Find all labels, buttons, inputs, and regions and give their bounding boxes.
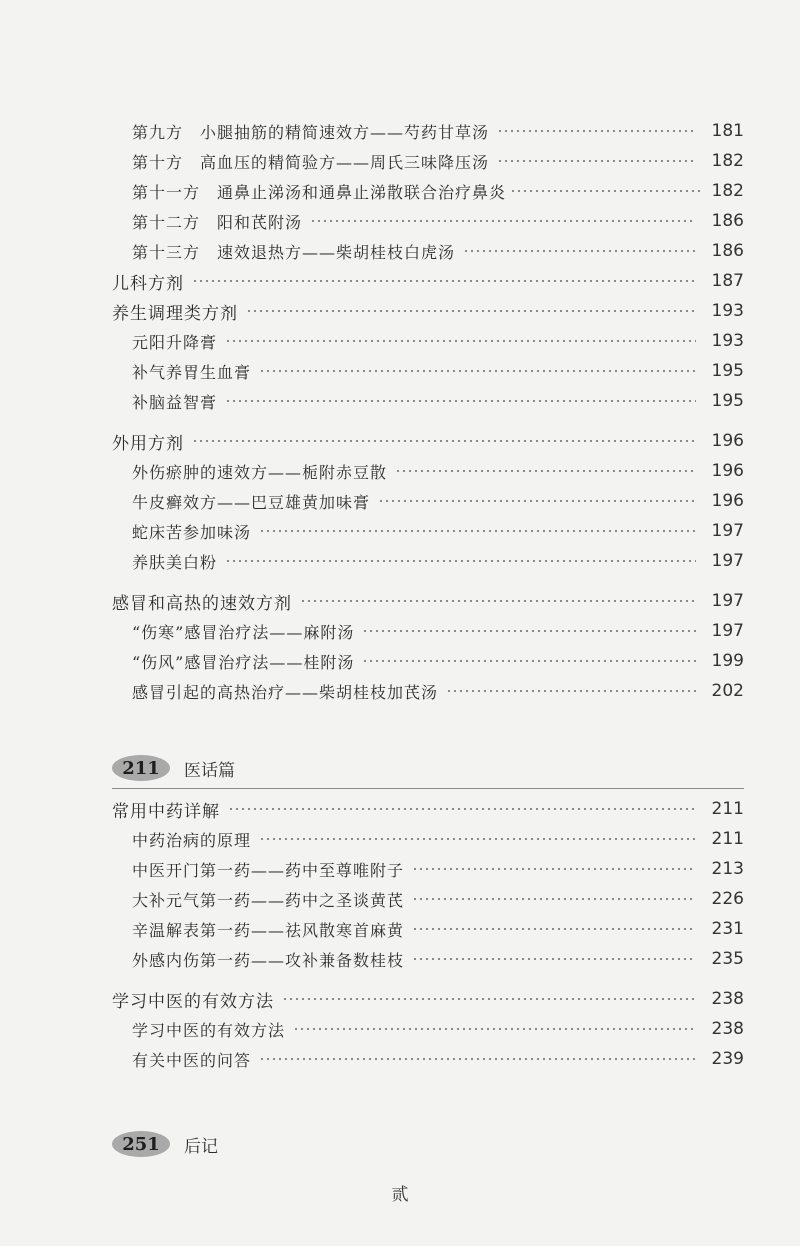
toc-entry-title: 感冒引起的高热治疗——柴胡桂枝加芪汤 [132,682,439,702]
toc-entry[interactable] [132,146,744,176]
toc-entry[interactable] [132,1044,744,1074]
toc-entry-page: 211 [711,799,744,819]
toc-entry[interactable] [132,456,744,486]
leader-dots [497,160,696,162]
leader-dots [259,530,696,532]
page-number: 贰 [391,1185,409,1205]
toc-entry-page: 226 [711,889,744,909]
toc-entry[interactable] [132,486,744,516]
section-title: 后记 [184,1136,218,1157]
toc-entry[interactable] [132,824,744,854]
toc-entry[interactable] [132,616,744,646]
toc-entry-title: 第十方 高血压的精简验方——周氏三味降压汤 [132,152,490,172]
toc-entry-title: 补脑益智膏 [132,392,218,412]
leader-dots [300,600,696,602]
toc-entry-title: 第十二方 阳和芪附汤 [132,212,303,232]
toc-entry[interactable] [132,884,744,914]
toc-entry[interactable] [112,296,744,326]
toc-entry-title: 学习中医的有效方法 [112,991,274,1012]
leader-dots [259,1058,696,1060]
toc-entry[interactable] [132,356,744,386]
toc-entry-title: 第十三方 速效退热方——柴胡桂枝白虎汤 [132,242,456,262]
section-header[interactable] [112,1128,218,1160]
leader-dots [510,190,700,192]
toc-entry-title: 补气养胃生血膏 [132,362,252,382]
section-number-badge: 211 [112,755,170,781]
toc-entry-page: 196 [711,431,744,451]
toc-entry-title: 辛温解表第一药——祛风散寒首麻黄 [132,920,405,940]
leader-dots [395,470,696,472]
leader-dots [246,310,696,312]
leader-dots [259,838,696,840]
toc-entry-title: 学习中医的有效方法 [132,1020,286,1040]
section-number-badge: 251 [112,1131,170,1157]
toc-entry-page: 235 [711,949,744,969]
leader-dots [362,660,696,662]
toc-entry[interactable] [132,854,744,884]
toc-entry-page: 231 [711,919,744,939]
toc-entry-title: 养生调理类方剂 [112,303,238,324]
toc-entry-page: 197 [711,551,744,571]
toc-entry-page: 186 [711,211,744,231]
toc-entry[interactable] [112,266,744,296]
toc-entry-page: 193 [711,301,744,321]
toc-entry[interactable] [132,944,744,974]
section-title: 医话篇 [184,760,235,781]
toc-entry-page: 202 [711,681,744,701]
leader-dots [259,370,696,372]
toc-entry-page: 238 [711,1019,744,1039]
toc-entry-title: “伤寒”感冒治疗法——麻附汤 [132,622,355,642]
toc-entry-title: 儿科方剂 [112,273,184,294]
toc-entry[interactable] [132,1014,744,1044]
toc-entry[interactable] [132,326,744,356]
leader-dots [362,630,696,632]
toc-entry[interactable] [132,116,744,146]
toc-entry-page: 193 [711,331,744,351]
toc-entry-page: 211 [711,829,744,849]
leader-dots [228,808,696,810]
toc-entry-page: 187 [711,271,744,291]
toc-entry-page: 182 [711,181,744,201]
leader-dots [497,130,696,132]
toc-entry-title: “伤风”感冒治疗法——桂附汤 [132,652,355,672]
leader-dots [282,998,696,1000]
leader-dots [192,280,696,282]
toc-entry-page: 197 [711,591,744,611]
toc-entry-title: 常用中药详解 [112,801,220,822]
toc-entry-page: 196 [711,491,744,511]
leader-dots [225,400,696,402]
toc-entry-title: 感冒和高热的速效方剂 [112,593,292,614]
toc-entry-title: 牛皮癣效方——巴豆雄黄加味膏 [132,492,371,512]
toc-entry-page: 199 [711,651,744,671]
leader-dots [446,690,696,692]
toc-entry-page: 195 [711,361,744,381]
toc-entry-title: 大补元气第一药——药中之圣谈黄芪 [132,890,405,910]
toc-entry-title: 第九方 小腿抽筋的精简速效方——芍药甘草汤 [132,122,490,142]
toc-entry[interactable] [132,914,744,944]
toc-entry[interactable] [132,546,744,576]
section-header[interactable] [112,752,235,784]
leader-dots [463,250,696,252]
leader-dots [412,958,696,960]
leader-dots [412,898,696,900]
toc-entry-page: 182 [711,151,744,171]
toc-entry[interactable] [132,516,744,546]
toc-entry-title: 中药治病的原理 [132,830,252,850]
leader-dots [192,440,696,442]
toc-entry-title: 外感内伤第一药——攻补兼备数桂枝 [132,950,405,970]
toc-entry-title: 元阳升降膏 [132,332,218,352]
toc-entry[interactable] [132,206,744,236]
toc-entry-page: 181 [711,121,744,141]
toc-entry[interactable] [112,426,744,456]
toc-entry[interactable] [112,984,744,1014]
toc-entry[interactable] [112,794,744,824]
toc-entry-title: 蛇床苦参加味汤 [132,522,252,542]
toc-entry-page: 195 [711,391,744,411]
toc-entry-title: 外用方剂 [112,433,184,454]
toc-entry[interactable] [132,646,744,676]
section-divider [112,788,744,789]
toc-entry-title: 有关中医的问答 [132,1050,252,1070]
toc-entry-page: 213 [711,859,744,879]
leader-dots [412,868,696,870]
toc-entry[interactable] [112,586,744,616]
leader-dots [225,560,696,562]
toc-entry[interactable] [132,386,744,416]
toc-entry[interactable] [132,236,744,266]
toc-entry-page: 197 [711,621,744,641]
leader-dots [293,1028,696,1030]
toc-entry-title: 养肤美白粉 [132,552,218,572]
toc-entry-page: 196 [711,461,744,481]
toc-entry[interactable] [132,176,744,206]
toc-entry-page: 238 [711,989,744,1009]
toc-entry-title: 中医开门第一药——药中至尊唯附子 [132,860,405,880]
toc-entry[interactable] [132,676,744,706]
toc-entry-title: 外伤瘀肿的速效方——栀附赤豆散 [132,462,388,482]
leader-dots [378,500,696,502]
toc-entry-page: 197 [711,521,744,541]
toc-entry-page: 239 [711,1049,744,1069]
leader-dots [310,220,696,222]
toc-entry-page: 186 [711,241,744,261]
leader-dots [412,928,696,930]
toc-entry-title: 第十一方 通鼻止涕汤和通鼻止涕散联合治疗鼻炎 [132,182,507,202]
leader-dots [225,340,696,342]
